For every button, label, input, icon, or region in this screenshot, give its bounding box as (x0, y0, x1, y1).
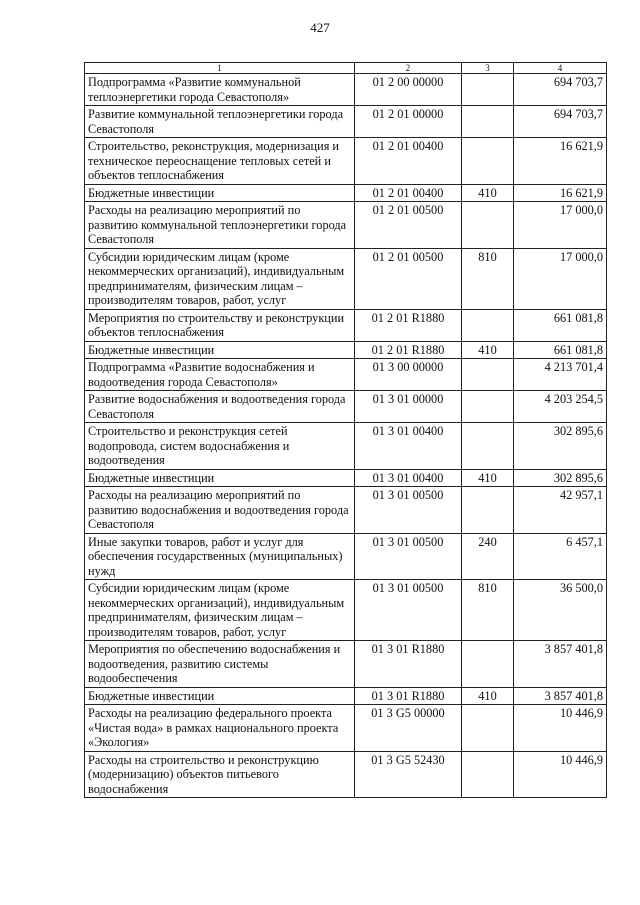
row-code: 01 3 01 00500 (355, 533, 462, 580)
column-header-code: 2 (355, 63, 462, 74)
budget-table (84, 62, 607, 798)
row-type (462, 138, 514, 185)
row-name: Расходы на строительство и реконструкцию (модернизацию) объектов питьевого водоснабжения (85, 751, 355, 798)
row-type (462, 74, 514, 106)
row-name: Расходы на реализацию мероприятий по развитию коммунальной теплоэнергетики города Севастополя (85, 202, 355, 249)
table-row (85, 751, 607, 798)
row-code: 01 2 00 00000 (355, 74, 462, 106)
row-code: 01 2 01 00000 (355, 106, 462, 138)
row-sum: 36 500,0 (514, 580, 607, 641)
row-code: 01 3 01 00500 (355, 580, 462, 641)
table-row (85, 423, 607, 470)
row-sum: 302 895,6 (514, 469, 607, 487)
row-name: Бюджетные инвестиции (85, 341, 355, 359)
table-row (85, 341, 607, 359)
table-row (85, 687, 607, 705)
row-sum: 16 621,9 (514, 138, 607, 185)
table-header-row (85, 63, 607, 74)
table-row (85, 641, 607, 688)
table-row (85, 184, 607, 202)
table-row (85, 533, 607, 580)
row-type: 410 (462, 469, 514, 487)
row-sum: 694 703,7 (514, 74, 607, 106)
table-row (85, 309, 607, 341)
row-name: Расходы на реализацию мероприятий по развитию водоснабжения и водоотведения города Севастополя (85, 487, 355, 534)
row-sum: 17 000,0 (514, 202, 607, 249)
row-name: Строительство, реконструкция, модернизация и техническое переоснащение тепловых сетей и объектов теплоснабжения (85, 138, 355, 185)
row-type (462, 359, 514, 391)
row-code: 01 2 01 00500 (355, 202, 462, 249)
row-code: 01 3 01 R1880 (355, 641, 462, 688)
table-row (85, 391, 607, 423)
row-code: 01 2 01 R1880 (355, 341, 462, 359)
table-row (85, 359, 607, 391)
row-sum: 17 000,0 (514, 248, 607, 309)
row-name: Бюджетные инвестиции (85, 469, 355, 487)
row-name: Бюджетные инвестиции (85, 687, 355, 705)
row-type (462, 309, 514, 341)
row-sum: 4 213 701,4 (514, 359, 607, 391)
row-type: 240 (462, 533, 514, 580)
row-sum: 661 081,8 (514, 341, 607, 359)
table-row (85, 487, 607, 534)
row-name: Подпрограмма «Развитие водоснабжения и водоотведения города Севастополя» (85, 359, 355, 391)
row-type: 410 (462, 687, 514, 705)
row-sum: 10 446,9 (514, 705, 607, 752)
row-name: Расходы на реализацию федерального проекта «Чистая вода» в рамках национального проекта «Экология» (85, 705, 355, 752)
row-name: Мероприятия по обеспечению водоснабжения и водоотведения, развитию системы водообеспечения (85, 641, 355, 688)
row-type (462, 641, 514, 688)
page-number: 427 (310, 20, 330, 35)
row-code: 01 3 00 00000 (355, 359, 462, 391)
column-header-type: 3 (462, 63, 514, 74)
row-sum: 3 857 401,8 (514, 687, 607, 705)
row-name: Иные закупки товаров, работ и услуг для обеспечения государственных (муниципальных) нужд (85, 533, 355, 580)
row-type (462, 106, 514, 138)
row-code: 01 3 01 00000 (355, 391, 462, 423)
table-row (85, 705, 607, 752)
row-sum: 10 446,9 (514, 751, 607, 798)
row-code: 01 3 01 R1880 (355, 687, 462, 705)
row-name: Развитие коммунальной теплоэнергетики города Севастополя (85, 106, 355, 138)
row-code: 01 2 01 00500 (355, 248, 462, 309)
table-row (85, 469, 607, 487)
row-name: Подпрограмма «Развитие коммунальной теплоэнергетики города Севастополя» (85, 74, 355, 106)
row-name: Субсидии юридическим лицам (кроме некоммерческих организаций), индивидуальным предпринимателям, физическим лицам – производителям товаров, работ, услуг (85, 248, 355, 309)
table-row (85, 74, 607, 106)
row-type: 410 (462, 341, 514, 359)
row-code: 01 3 01 00400 (355, 423, 462, 470)
row-sum: 694 703,7 (514, 106, 607, 138)
table-row (85, 202, 607, 249)
row-sum: 661 081,8 (514, 309, 607, 341)
table-body (85, 74, 607, 798)
table-row (85, 248, 607, 309)
row-type (462, 705, 514, 752)
row-code: 01 3 01 00400 (355, 469, 462, 487)
row-type (462, 423, 514, 470)
table-row (85, 138, 607, 185)
row-name: Мероприятия по строительству и реконструкции объектов теплоснабжения (85, 309, 355, 341)
row-code: 01 3 G5 00000 (355, 705, 462, 752)
row-code: 01 3 01 00500 (355, 487, 462, 534)
row-code: 01 3 G5 52430 (355, 751, 462, 798)
row-name: Бюджетные инвестиции (85, 184, 355, 202)
row-sum: 42 957,1 (514, 487, 607, 534)
row-type (462, 751, 514, 798)
row-type: 810 (462, 580, 514, 641)
table-row (85, 106, 607, 138)
row-type: 410 (462, 184, 514, 202)
row-name: Развитие водоснабжения и водоотведения города Севастополя (85, 391, 355, 423)
column-header-name: 1 (85, 63, 355, 74)
row-type (462, 202, 514, 249)
row-sum: 16 621,9 (514, 184, 607, 202)
row-name: Субсидии юридическим лицам (кроме некоммерческих организаций), индивидуальным предпринимателям, физическим лицам – производителям товаров, работ, услуг (85, 580, 355, 641)
row-sum: 3 857 401,8 (514, 641, 607, 688)
column-header-sum: 4 (514, 63, 607, 74)
row-sum: 4 203 254,5 (514, 391, 607, 423)
row-sum: 302 895,6 (514, 423, 607, 470)
row-type (462, 391, 514, 423)
row-sum: 6 457,1 (514, 533, 607, 580)
row-name: Строительство и реконструкция сетей водопровода, систем водоснабжения и водоотведения (85, 423, 355, 470)
row-code: 01 2 01 00400 (355, 138, 462, 185)
row-type: 810 (462, 248, 514, 309)
row-code: 01 2 01 00400 (355, 184, 462, 202)
table-row (85, 580, 607, 641)
row-code: 01 2 01 R1880 (355, 309, 462, 341)
row-type (462, 487, 514, 534)
